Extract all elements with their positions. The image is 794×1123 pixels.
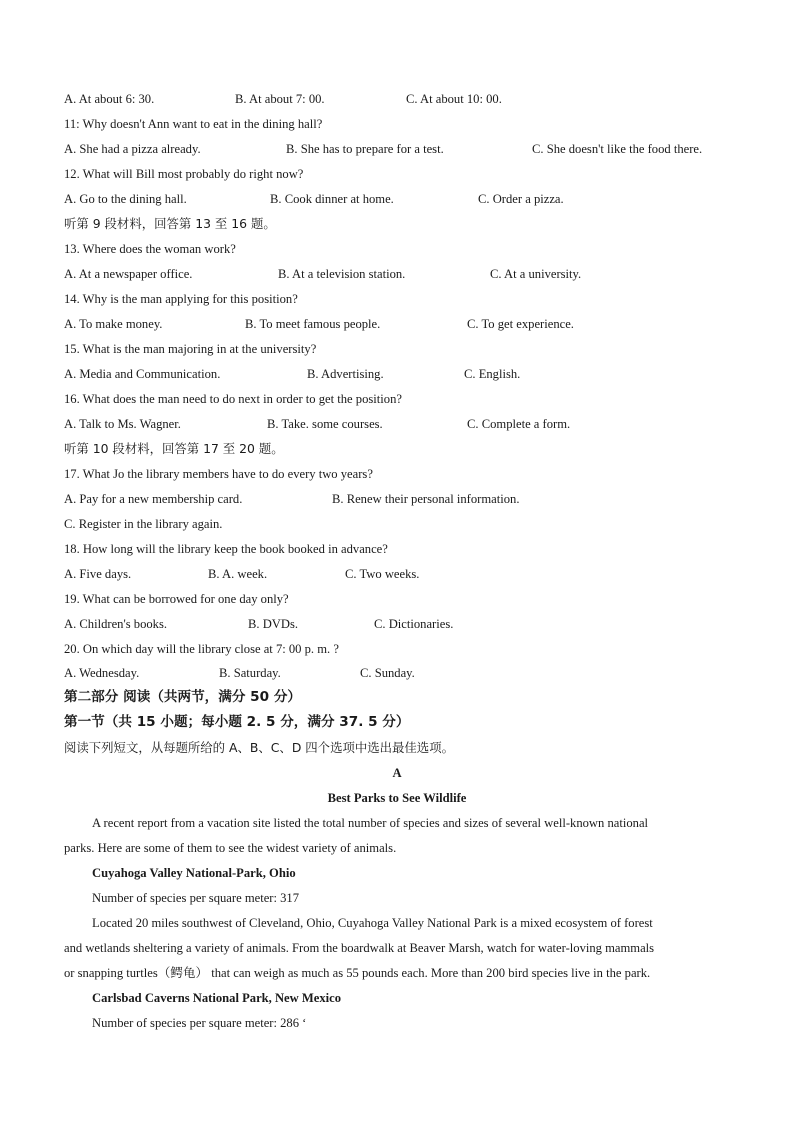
q20-question: 20. On which day will the library close at 7: 00 p. m. ?: [64, 642, 339, 656]
q19-question: 19. What can be borrowed for one day only?: [64, 592, 289, 606]
q17-option-a: A. Pay for a new membership card.: [64, 492, 243, 506]
intro-line-2: parks. Here are some of them to see the widest variety of animals.: [64, 841, 397, 855]
q17-option-c: C. Register in the library again.: [64, 517, 223, 531]
park1-line-3: or snapping turtles（鳄龟） that can weigh as much as 55 pounds each. More than 200 bird species live in the park.: [64, 966, 651, 980]
q18-option-a: A. Five days.: [64, 567, 132, 581]
q15-option-b: B. Advertising.: [307, 367, 384, 381]
q20-option-b: B. Saturday.: [219, 666, 281, 680]
reading-instruction: 阅读下列短文，从每题所给的 A、B、C、D 四个选项中选出最佳选项。: [64, 740, 454, 755]
park1-line-2: and wetlands sheltering a variety of animals. From the boardwalk at Beaver Marsh, watch for water-loving mammals: [64, 941, 655, 955]
q12-option-a: A. Go to the dining hall.: [64, 192, 187, 206]
q19-option-a: A. Children's books.: [64, 617, 168, 631]
q13-option-c: C. At a university.: [490, 267, 582, 281]
q13-option-b: B. At a television station.: [278, 267, 406, 281]
q11-option-a: A. She had a pizza already.: [64, 142, 201, 156]
q13-option-a: A. At a newspaper office.: [64, 267, 193, 281]
q15-option-a: A. Media and Communication.: [64, 367, 221, 381]
part-heading: 第二部分 阅读（共两节，满分 50 分）: [64, 689, 302, 705]
q14-option-c: C. To get experience.: [467, 317, 574, 331]
park2-name: Carlsbad Caverns National Park, New Mexico: [92, 991, 342, 1005]
intro-line-1: A recent report from a vacation site listed the total number of species and sizes of several well-known national: [92, 816, 649, 830]
q16-question: 16. What does the man need to do next in order to get the position?: [64, 392, 402, 406]
q19-option-b: B. DVDs.: [248, 617, 299, 631]
park1-name: Cuyahoga Valley National-Park, Ohio: [92, 866, 296, 880]
q11-option-b: B. She has to prepare for a test.: [286, 142, 444, 156]
section-heading: 第一节（共 15 小题；每小题 2. 5 分，满分 37. 5 分）: [64, 714, 410, 730]
q18-option-b: B. A. week.: [208, 567, 268, 581]
q20-option-a: A. Wednesday.: [64, 666, 140, 680]
q12-option-b: B. Cook dinner at home.: [270, 192, 394, 206]
q13-question: 13. Where does the woman work?: [64, 242, 236, 256]
q10-option-b: B. At about 7: 00.: [235, 92, 325, 106]
q18-question: 18. How long will the library keep the book booked in advance?: [64, 542, 388, 556]
q14-question: 14. Why is the man applying for this position?: [64, 292, 298, 306]
q11-option-c: C. She doesn't like the food there.: [532, 142, 703, 156]
q10-option-c: C. At about 10: 00.: [406, 92, 502, 106]
q20-option-c: C. Sunday.: [360, 666, 415, 680]
q12-question: 12. What will Bill most probably do right now?: [64, 167, 304, 181]
q16-option-c: C. Complete a form.: [467, 417, 571, 431]
q15-question: 15. What is the man majoring in at the university?: [64, 342, 317, 356]
q11-question: 11: Why doesn't Ann want to eat in the dining hall?: [64, 117, 323, 131]
passage-title: Best Parks to See Wildlife: [327, 791, 467, 805]
q14-option-a: A. To make money.: [64, 317, 163, 331]
park1-species: Number of species per square meter: 317: [92, 891, 300, 905]
q16-option-b: B. Take. some courses.: [267, 417, 383, 431]
section9-intro: 听第 9 段材料，回答第 13 至 16 题。: [64, 216, 276, 231]
q12-option-c: C. Order a pizza.: [478, 192, 564, 206]
q15-option-c: C. English.: [464, 367, 521, 381]
q10-option-a: A. At about 6: 30.: [64, 92, 155, 106]
q17-question: 17. What Jo the library members have to do every two years?: [64, 467, 373, 481]
q16-option-a: A. Talk to Ms. Wagner.: [64, 417, 181, 431]
q14-option-b: B. To meet famous people.: [245, 317, 381, 331]
q17-option-b: B. Renew their personal information.: [332, 492, 520, 506]
q18-option-c: C. Two weeks.: [345, 567, 420, 581]
q19-option-c: C. Dictionaries.: [374, 617, 454, 631]
passage-letter: A: [392, 766, 402, 780]
park1-line-1: Located 20 miles southwest of Cleveland, Ohio, Cuyahoga Valley National Park is a mixed ecosystem of forest: [92, 916, 653, 930]
section10-intro: 听第 10 段材料，回答第 17 至 20 题。: [64, 441, 284, 456]
park2-species: Number of species per square meter: 286 ‘: [92, 1016, 307, 1030]
